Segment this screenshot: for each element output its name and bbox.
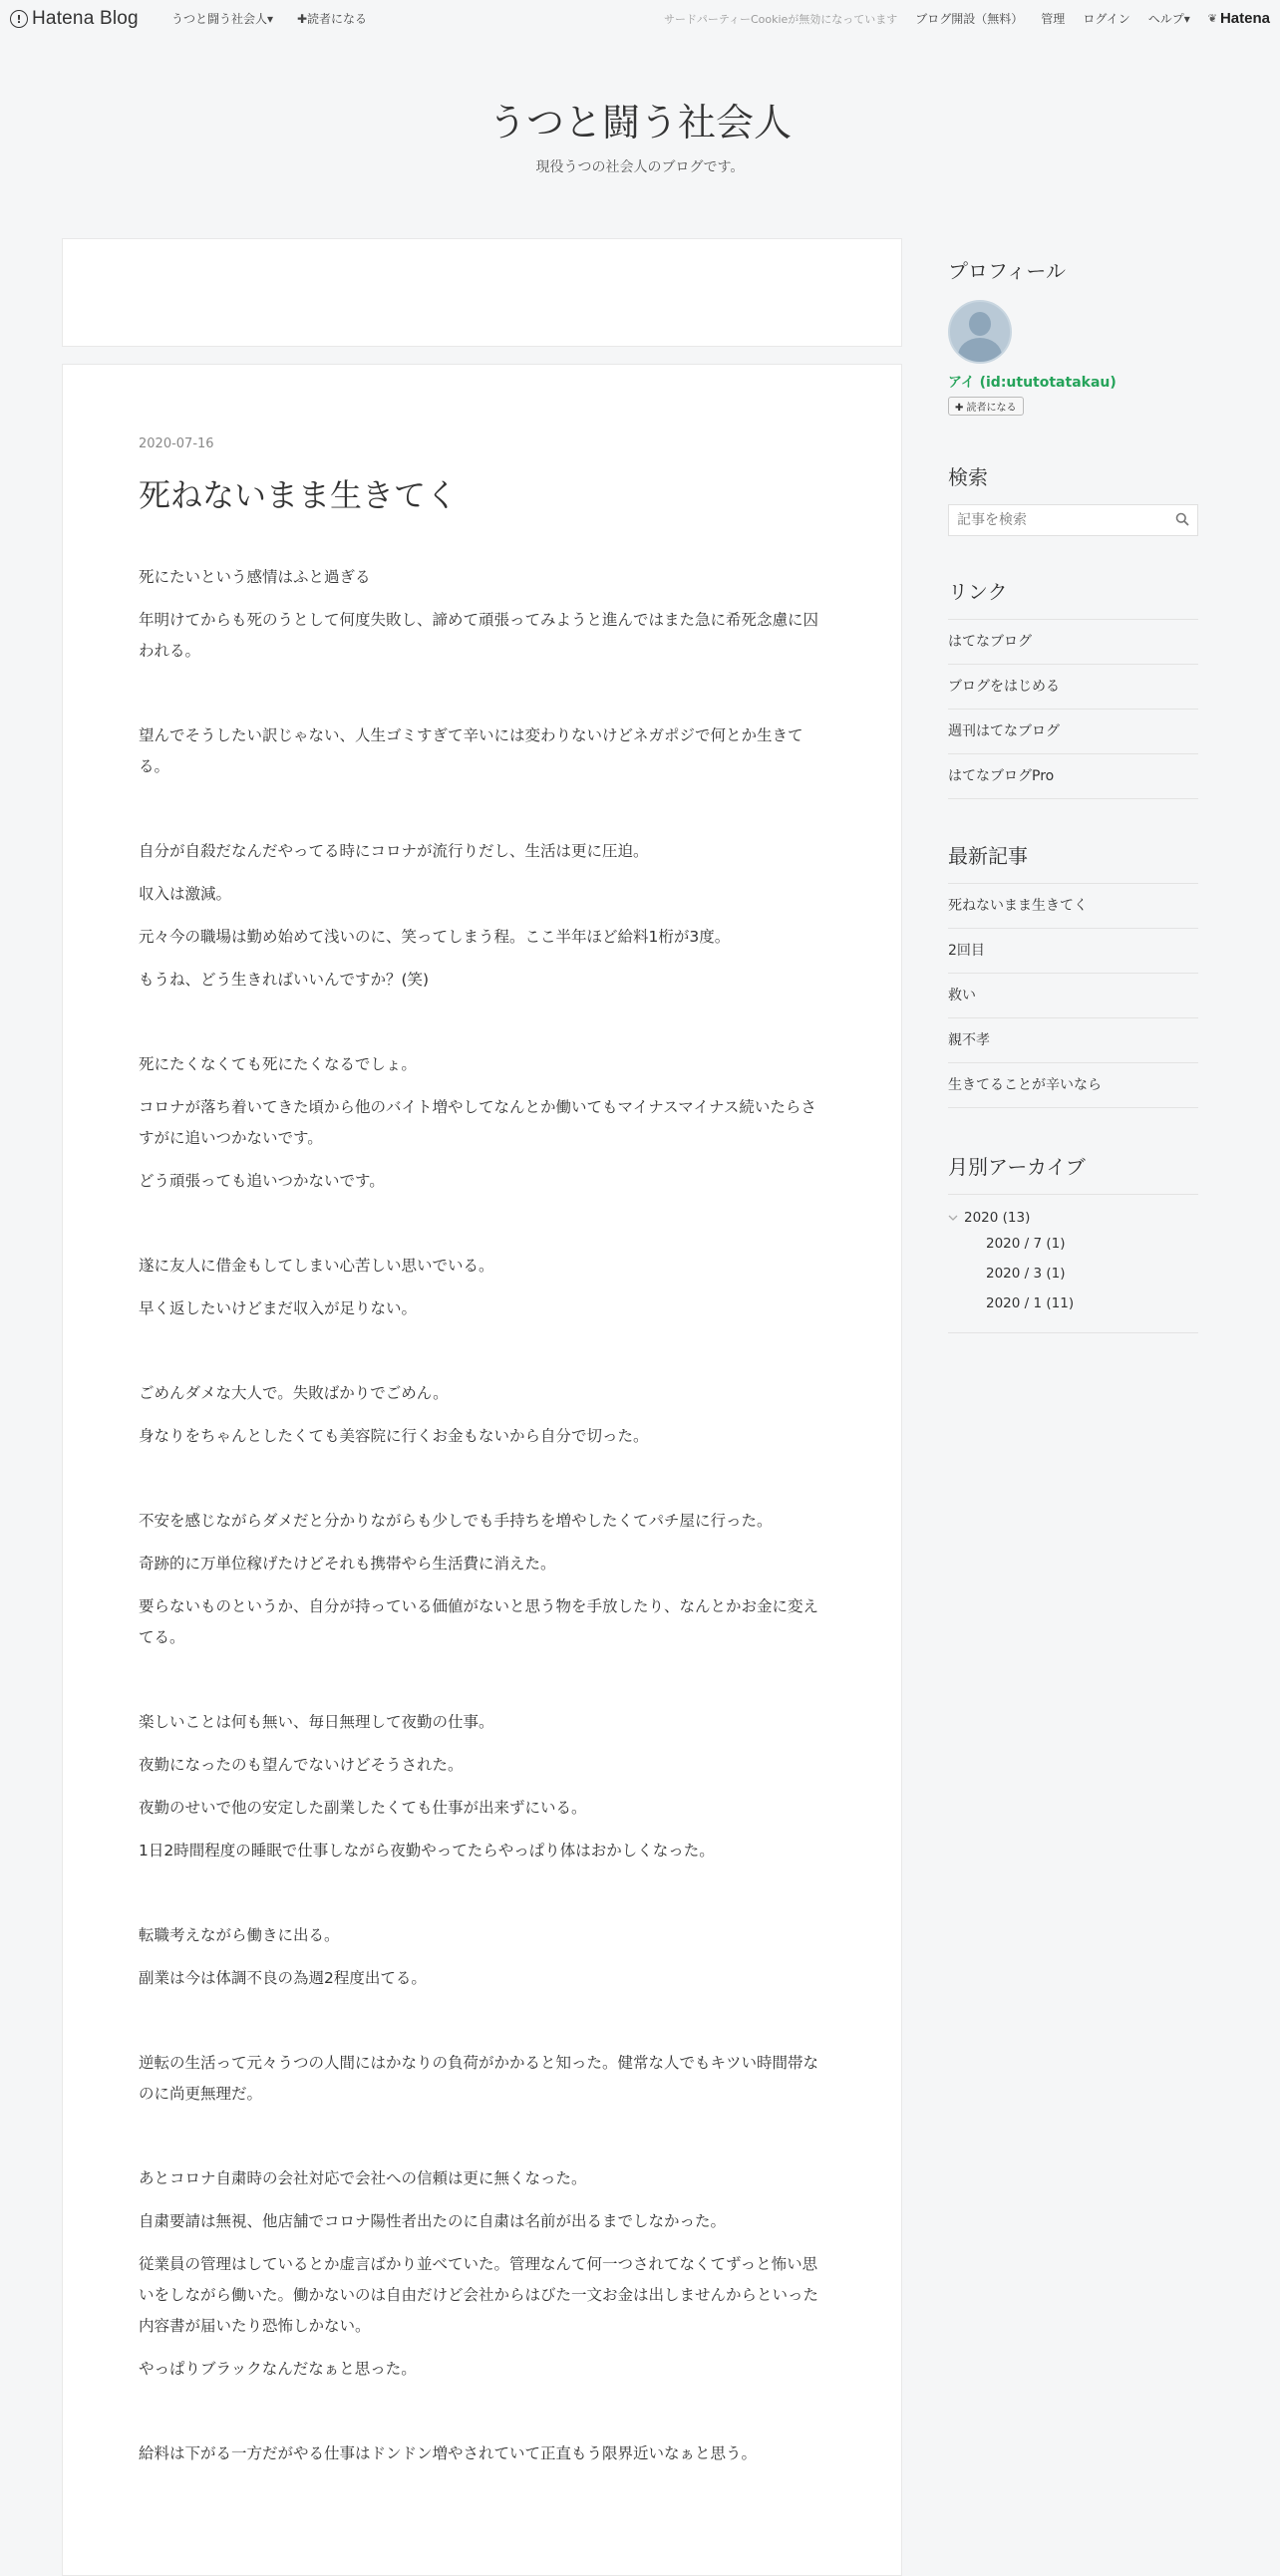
recent-entry-item[interactable]: 生きてることが辛いなら bbox=[948, 1063, 1198, 1108]
manage-link[interactable]: 管理 bbox=[1041, 12, 1066, 26]
entry-paragraph: 転職考えながら働きに出る。 bbox=[139, 1926, 340, 1944]
search-box bbox=[948, 504, 1198, 536]
profile-heading: プロフィール bbox=[948, 259, 1066, 283]
entry-paragraph: 死にたいという感情はふと過ぎる bbox=[139, 568, 371, 586]
archive-heading: 月別アーカイブ bbox=[948, 1155, 1086, 1179]
search-module bbox=[948, 461, 1198, 536]
archive-module bbox=[948, 1151, 1198, 1333]
avatar-head-shape bbox=[969, 312, 991, 336]
blog-description: 現役うつの社会人のブログです。 bbox=[535, 159, 745, 175]
avatar-body-shape bbox=[958, 338, 1002, 364]
search-input[interactable] bbox=[949, 505, 1168, 535]
entry-paragraph: 夜勤のせいで他の安定した副業したくても仕事が出来ずにいる。 bbox=[139, 1799, 587, 1817]
entry-paragraph: 遂に友人に借金もしてしまい心苦しい思いでいる。 bbox=[139, 1257, 494, 1275]
profile-module bbox=[948, 255, 1198, 416]
paragraph-gap bbox=[139, 2122, 826, 2163]
paragraph-gap bbox=[139, 1007, 826, 1049]
paragraph-gap bbox=[139, 679, 826, 720]
entry-paragraph: 早く返したいけどまだ収入が足りない。 bbox=[139, 1299, 418, 1317]
entry-paragraph: あとコロナ自粛時の会社対応で会社への信頼は更に無くなった。 bbox=[139, 2169, 587, 2187]
login-link[interactable]: ログイン bbox=[1083, 12, 1130, 26]
archive-year[interactable] bbox=[948, 1207, 1198, 1229]
recent-entry-item[interactable]: 2回目 bbox=[948, 929, 1198, 974]
entry-paragraph: 逆転の生活って元々うつの人間にはかなりの負荷がかかると知った。健常な人でもキツい時間帯なのに尚更無理だ。 bbox=[139, 2054, 819, 2103]
entry-paragraph: 従業員の管理はしているとか虚言ばかり並べていた。管理なんて何一つされてなくてずっと怖い思いをしながら働いた。働かないのは自由だけど会社からはびた一文お金は出しませんからといった内容書が届いたり恐怖しかない。 bbox=[139, 2255, 819, 2335]
blog-title[interactable]: うつと闘う社会人 bbox=[487, 101, 792, 144]
archive-list bbox=[948, 1194, 1198, 1333]
paragraph-gap bbox=[139, 1878, 826, 1920]
entry-paragraph: もうね、どう生きればいいんですか？(笑) bbox=[139, 971, 430, 989]
profile-name[interactable]: アイ (id:ututotatakau) bbox=[948, 375, 1117, 391]
entry-paragraph: 夜勤になったのも望んでないけどそうされた。 bbox=[139, 1756, 464, 1774]
entry-paragraph: 1日2時間程度の睡眠で仕事しながら夜勤やってたらやっぱり体はおかしくなった。 bbox=[139, 1842, 715, 1860]
link-item[interactable]: 週刊はてなブログ bbox=[948, 710, 1198, 754]
entry-paragraph: 身なりをちゃんとしたくても美容院に行くお金もないから自分で切った。 bbox=[139, 1427, 649, 1445]
recent-entry-item[interactable]: 死ねないまま生きてく bbox=[948, 884, 1198, 929]
subscribe-link[interactable]: ✚読者になる bbox=[297, 12, 368, 26]
search-icon[interactable] bbox=[1175, 512, 1189, 526]
paragraph-gap bbox=[139, 1209, 826, 1251]
ad-slot bbox=[62, 238, 902, 347]
blog-name-menu[interactable]: うつと闘う社会人▾ bbox=[171, 12, 274, 26]
hatena-bird-icon: ❦ bbox=[1207, 12, 1217, 25]
recent-entry-item[interactable]: 救い bbox=[948, 974, 1198, 1018]
paragraph-gap bbox=[139, 2006, 826, 2048]
entry-paragraph: どう頑張っても追いつかないです。 bbox=[139, 1172, 385, 1190]
avatar[interactable] bbox=[948, 300, 1012, 364]
profile-subscribe-button[interactable]: ✚ 読者になる bbox=[948, 397, 1024, 416]
global-navbar bbox=[0, 0, 1280, 36]
paragraph-gap bbox=[139, 1336, 826, 1378]
cookie-notice: サードパーティーCookieが無効になっています bbox=[664, 12, 898, 26]
chevron-down-icon[interactable] bbox=[948, 1213, 958, 1223]
recent-entries-module bbox=[948, 840, 1198, 1108]
logo-text: Hatena Blog bbox=[32, 8, 139, 29]
links-module bbox=[948, 576, 1198, 799]
entry-paragraph: 元々今の職場は勤め始めて浅いのに、笑ってしまう程。ここ半年ほど給料1桁が3度。 bbox=[139, 928, 731, 946]
entry-article bbox=[62, 364, 902, 2576]
entry-paragraph: やっぱりブラックなんだなぁと思った。 bbox=[139, 2360, 417, 2378]
link-item[interactable]: はてなブログPro bbox=[948, 754, 1198, 799]
hatena-blog-logo[interactable] bbox=[10, 8, 139, 30]
paragraph-gap bbox=[139, 1464, 826, 1506]
entry-title[interactable]: 死ねないまま生きてく bbox=[139, 476, 459, 514]
entry-paragraph: 死にたくなくても死にたくなるでしょ。 bbox=[139, 1055, 417, 1073]
entry-paragraph: 自分が自殺だなんだやってる時にコロナが流行りだし、生活は更に圧迫。 bbox=[139, 842, 649, 860]
hatena-link[interactable] bbox=[1208, 10, 1270, 27]
search-heading: 検索 bbox=[948, 465, 988, 489]
archive-month[interactable]: 2020 / 3 (1) bbox=[986, 1266, 1066, 1282]
recent-heading: 最新記事 bbox=[948, 844, 1028, 868]
link-item[interactable]: はてなブログ bbox=[948, 620, 1198, 665]
entry-paragraph: 望んでそうしたい訳じゃない、人生ゴミすぎて辛いには変わりないけどネガポジで何とか生きてる。 bbox=[139, 726, 803, 775]
entry-paragraph: 奇跡的に万単位稼げたけどそれも携帯やら生活費に消えた。 bbox=[139, 1555, 556, 1573]
paragraph-gap bbox=[139, 1665, 826, 1707]
links-heading: リンク bbox=[948, 580, 1008, 604]
entry-paragraph: 要らないものというか、自分が持っている価値がないと思う物を手放したり、なんとかお金に変えてる。 bbox=[139, 1597, 819, 1646]
recent-entry-item[interactable]: 親不孝 bbox=[948, 1018, 1198, 1063]
hatena-logo-icon: ! bbox=[10, 10, 28, 28]
hatena-text: Hatena bbox=[1219, 10, 1270, 27]
archive-year-label[interactable]: 2020 (13) bbox=[964, 1210, 1031, 1226]
entry-body bbox=[139, 562, 826, 2481]
link-item[interactable]: ブログをはじめる bbox=[948, 665, 1198, 710]
entry-paragraph: 年明けてからも死のうとして何度失敗し、諦めて頑張ってみようと進んではまた急に希死念慮に囚われる。 bbox=[139, 611, 819, 660]
archive-month[interactable]: 2020 / 7 (1) bbox=[986, 1236, 1066, 1252]
entry-paragraph: 楽しいことは何も無い、毎日無理して夜勤の仕事。 bbox=[139, 1713, 494, 1731]
entry-paragraph: コロナが落ち着いてきた頃から他のバイト増やしてなんとか働いてもマイナスマイナス続いたらさすがに追いつかないです。 bbox=[139, 1098, 816, 1147]
paragraph-gap bbox=[139, 2397, 826, 2438]
entry-paragraph: 自粛要請は無視、他店舗でコロナ陽性者出たのに自粛は名前が出るまでしなかった。 bbox=[139, 2212, 727, 2230]
entry-paragraph: 不安を感じながらダメだと分かりながらも少しでも手持ちを増やしたくてパチ屋に行った。 bbox=[139, 1512, 773, 1530]
help-menu[interactable]: ヘルプ▾ bbox=[1147, 12, 1190, 26]
entry-paragraph: 副業は今は体調不良の為週2程度出てる。 bbox=[139, 1969, 427, 1987]
links-list bbox=[948, 619, 1198, 799]
recent-list bbox=[948, 883, 1198, 1108]
entry-paragraph: ごめんダメな大人で。失敗ばかりでごめん。 bbox=[139, 1384, 449, 1402]
open-blog-link[interactable]: ブログ開設（無料） bbox=[915, 12, 1024, 26]
entry-date[interactable]: 2020-07-16 bbox=[139, 436, 214, 451]
paragraph-gap bbox=[139, 794, 826, 836]
entry-paragraph: 収入は激減。 bbox=[139, 885, 232, 903]
archive-month[interactable]: 2020 / 1 (11) bbox=[986, 1295, 1075, 1311]
entry-paragraph: 給料は下がる一方だがやる仕事はドンドン増やされていて正直もう限界近いなぁと思う。 bbox=[139, 2444, 758, 2462]
